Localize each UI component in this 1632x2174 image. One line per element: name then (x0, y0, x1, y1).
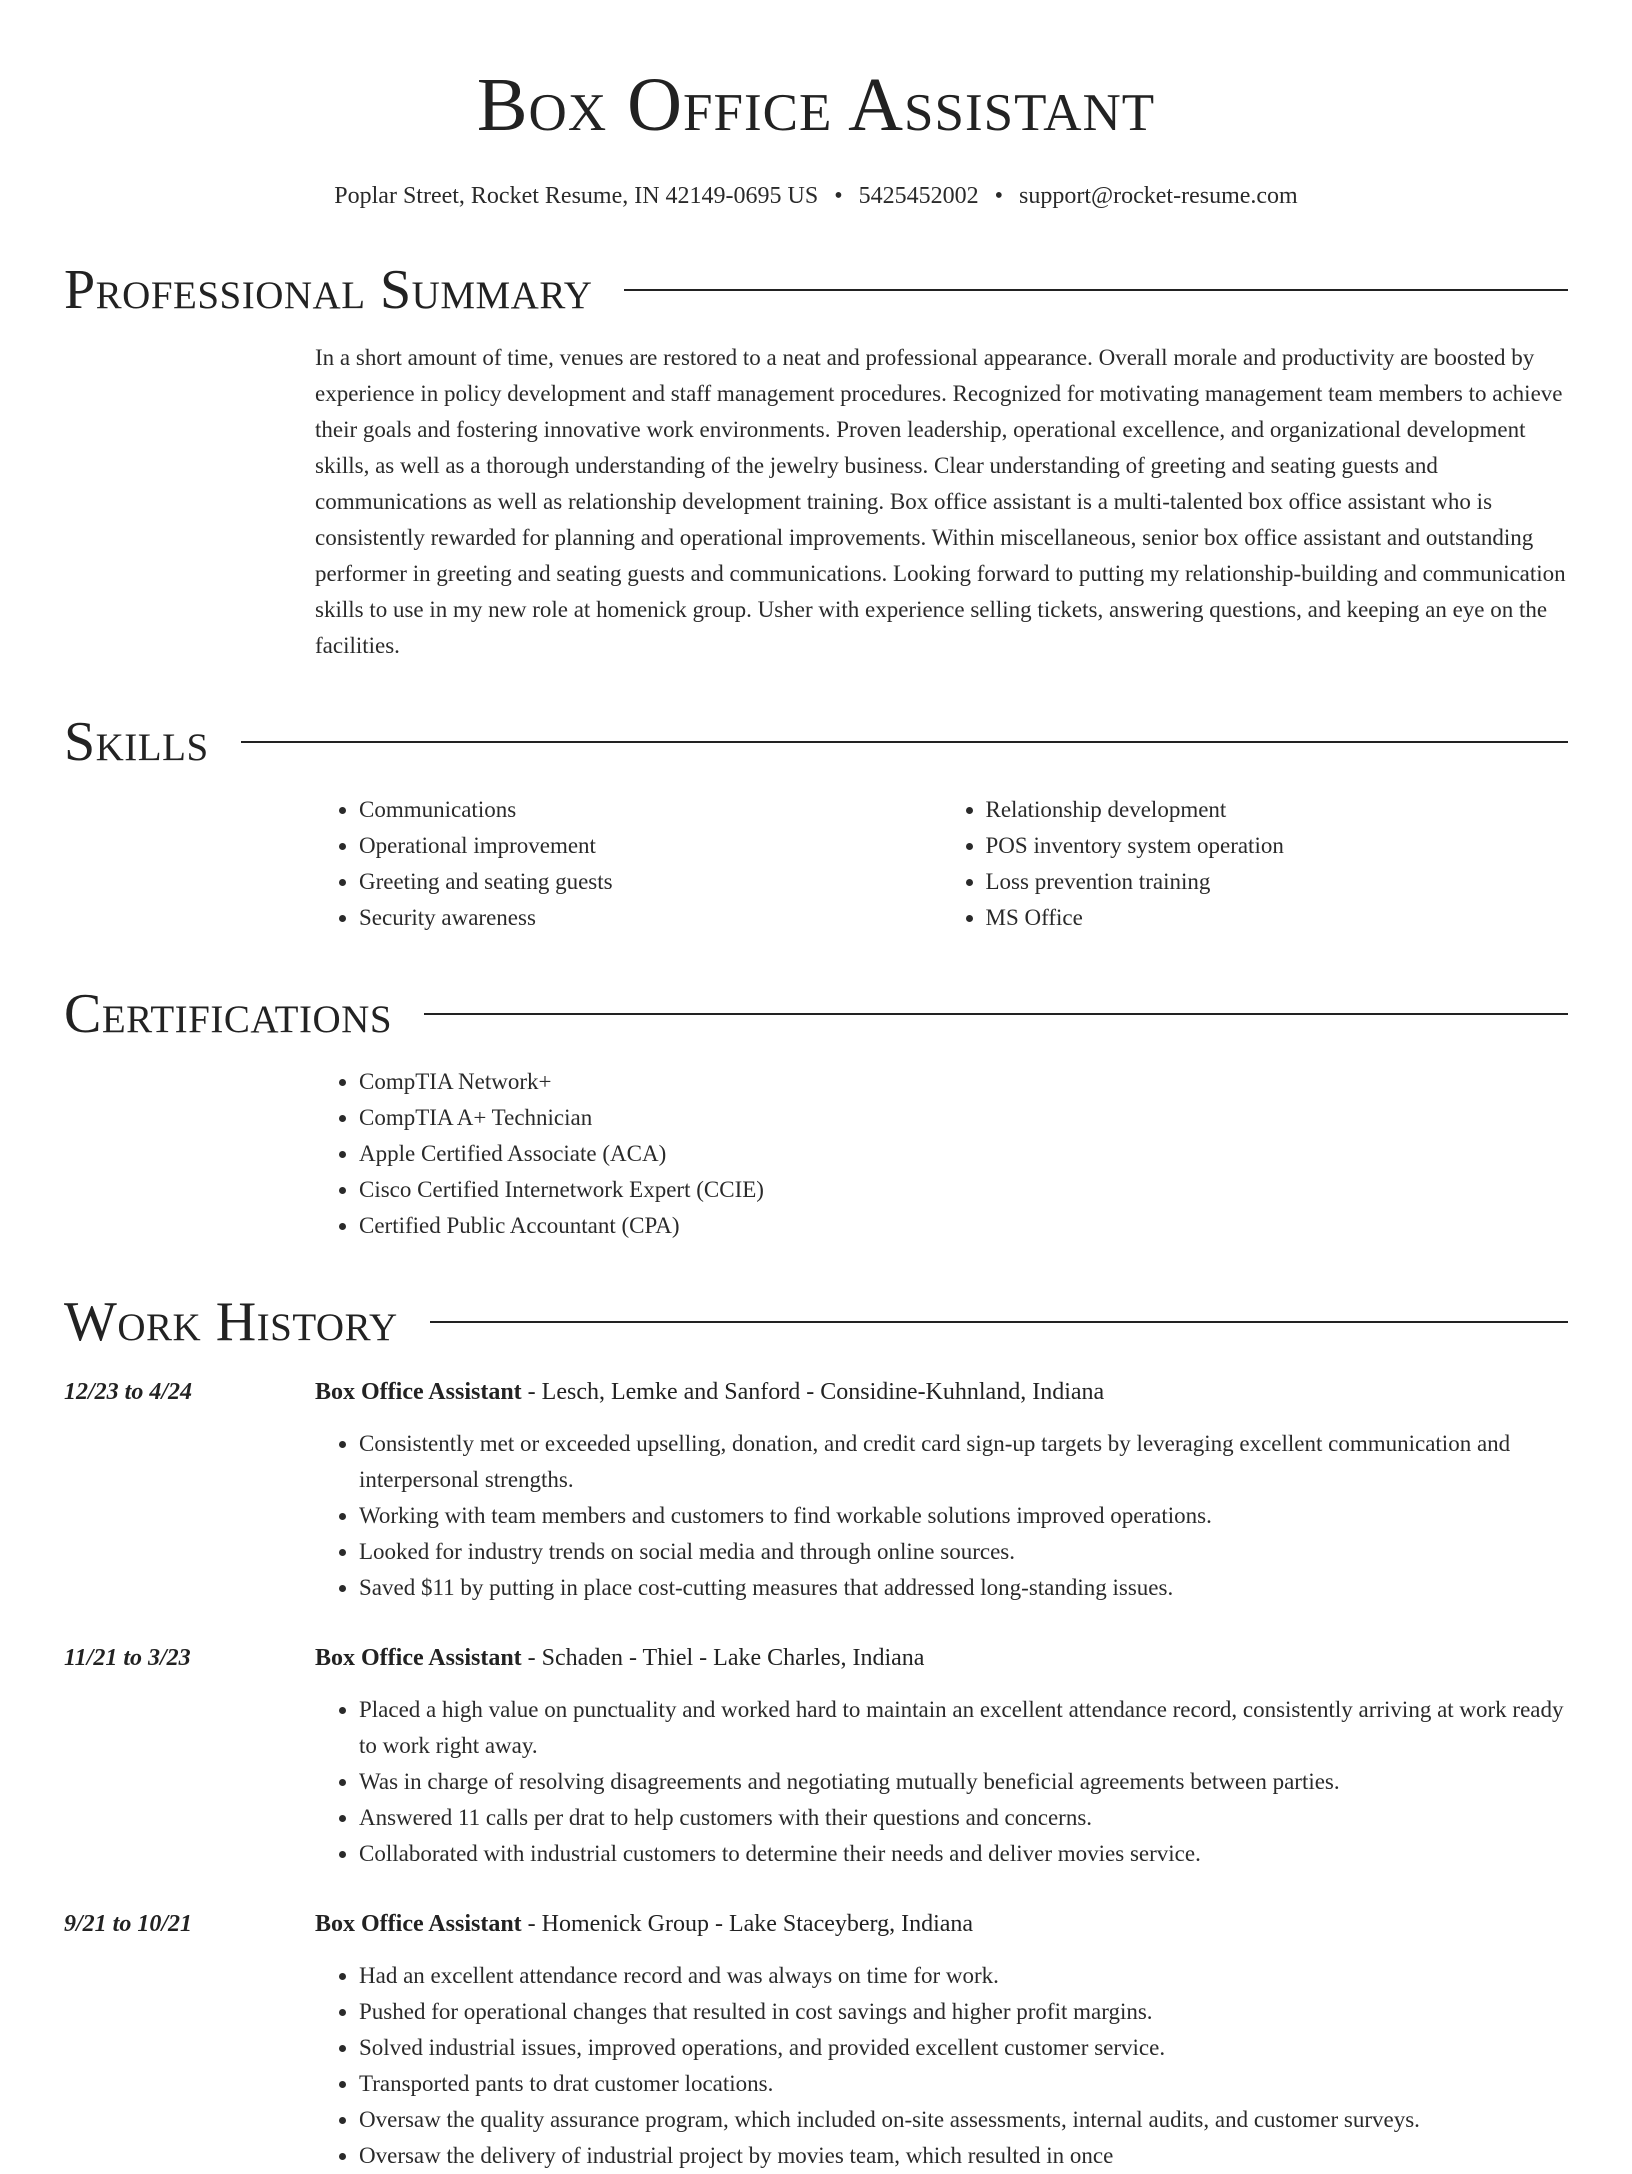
job-bullet: • Collaborated with industrial customers to determine their needs and deliver movies service. (359, 1836, 1568, 1872)
job-title-line (315, 1906, 1568, 1942)
job-bullets (315, 1426, 1568, 1606)
candidate-name: Box Office Assistant (476, 63, 1156, 147)
skill-item: • Operational improvement (359, 828, 942, 864)
job-dates: 9/21 to 10/21 (64, 1911, 193, 1937)
section-divider (624, 289, 1568, 291)
job-content (315, 1906, 1568, 2174)
job-bullet: • Working with team members and customers to find workable solutions improved operations. (359, 1498, 1568, 1534)
section-divider (241, 741, 1568, 743)
skill-item: • Relationship development (986, 792, 1569, 828)
skill-item: • Security awareness (359, 900, 942, 936)
contact-phone: 5425452002 (858, 183, 979, 209)
summary-paragraph: In a short amount of time, venues are restored to a neat and professional appearance. Overall morale and productivity are boosted by experience in policy development and staff management procedures. Recognized for motivating management team members to achieve their goals and fostering innovative work environments. Proven leadership, operational excellence, and organizational development skills, as well as a thorough understanding of the jewelry business. Clear understanding of greeting and seating guests and communications as well as relationship development training. Box office assistant is a multi-talented box office assistant who is consistently rewarded for planning and operational improvements. Within miscellaneous, senior box office assistant and outstanding performer in greeting and seating guests and communications. Looking forward to putting my relationship-building and communication skills to use in my new role at homenick group. Usher with experience selling tickets, answering questions, and keeping an eye on the facilities. (315, 345, 1566, 658)
job-bullet: • Solved industrial issues, improved operations, and provided excellent customer service. (359, 2030, 1568, 2066)
contact-line (64, 180, 1568, 212)
job-employer: - Schaden - Thiel - Lake Charles, Indiana (521, 1645, 925, 1671)
contact-address: Poplar Street, Rocket Resume, IN 42149-0695 US (334, 183, 819, 209)
skill-item: • Communications (359, 792, 942, 828)
job-dates: 11/21 to 3/23 (64, 1645, 191, 1671)
job-content (315, 1374, 1568, 1606)
job-bullet: • Saved $11 by putting in place cost-cutting measures that addressed long-standing issues. (359, 1570, 1568, 1606)
job-bullet: • Pushed for operational changes that resulted in cost savings and higher profit margins. (359, 1994, 1568, 2030)
job-entry (64, 1374, 1568, 1606)
certification-item: • Certified Public Accountant (CPA) (359, 1208, 1568, 1244)
job-bullets (315, 1958, 1568, 2174)
contact-separator: • (834, 183, 843, 209)
job-employer: - Homenick Group - Lake Staceyberg, Indiana (521, 1911, 974, 1937)
contact-separator: • (994, 183, 1004, 209)
job-entry (64, 1640, 1568, 1872)
job-dates: 12/23 to 4/24 (64, 1379, 193, 1405)
job-bullets (315, 1692, 1568, 1872)
job-bullet: • Oversaw the delivery of industrial project by movies team, which resulted in once (359, 2138, 1568, 2174)
section-divider (430, 1321, 1568, 1323)
job-bullet: • Was in charge of resolving disagreements and negotiating mutually beneficial agreements between parties. (359, 1764, 1568, 1800)
resume-page (64, 0, 1568, 2174)
skills-grid (315, 792, 1568, 936)
section-heading-skills: Skills (64, 711, 209, 773)
job-entry (64, 1906, 1568, 2174)
work-history-section-header (64, 1290, 1568, 1354)
job-title: Box Office Assistant (315, 1379, 522, 1405)
job-title: Box Office Assistant (315, 1645, 522, 1671)
skills-section-header (64, 710, 1568, 774)
certifications-list (315, 1064, 1568, 1244)
job-content (315, 1640, 1568, 1872)
contact-email: support@rocket-resume.com (1019, 183, 1298, 209)
skill-item: • Greeting and seating guests (359, 864, 942, 900)
certification-item: • CompTIA A+ Technician (359, 1100, 1568, 1136)
job-bullet: • Looked for industry trends on social media and through online sources. (359, 1534, 1568, 1570)
skill-item: • Loss prevention training (986, 864, 1569, 900)
job-title-line (315, 1640, 1568, 1676)
job-bullet: • Answered 11 calls per drat to help customers with their questions and concerns. (359, 1800, 1568, 1836)
certification-item: • Cisco Certified Internetwork Expert (CCIE) (359, 1172, 1568, 1208)
section-divider (424, 1013, 1568, 1015)
skills-list-left (315, 792, 942, 936)
job-bullet: • Oversaw the quality assurance program, which included on-site assessments, internal audits, and customer surveys. (359, 2102, 1568, 2138)
job-bullet: • Transported pants to drat customer locations. (359, 2066, 1568, 2102)
skill-item: • POS inventory system operation (986, 828, 1569, 864)
job-bullet: • Had an excellent attendance record and was always on time for work. (359, 1958, 1568, 1994)
certification-item: • Apple Certified Associate (ACA) (359, 1136, 1568, 1172)
job-bullet: • Consistently met or exceeded upselling, donation, and credit card sign-up targets by leveraging excellent communication and interpersonal strengths. (359, 1426, 1568, 1498)
section-heading-work-history: Work History (64, 1291, 398, 1353)
job-employer: - Lesch, Lemke and Sanford - Considine-Kuhnland, Indiana (521, 1379, 1105, 1405)
section-heading-certifications: Certifications (64, 983, 393, 1045)
job-title-line (315, 1374, 1568, 1410)
certification-item: • CompTIA Network+ (359, 1064, 1568, 1100)
certifications-section-header (64, 982, 1568, 1046)
job-bullet: • Placed a high value on punctuality and worked hard to maintain an excellent attendance record, consistently arriving at work ready to work right away. (359, 1692, 1568, 1764)
section-heading-summary: Professional Summary (64, 259, 593, 321)
skills-list-right (942, 792, 1569, 936)
summary-section-header (64, 258, 1568, 322)
skill-item: • MS Office (986, 900, 1569, 936)
job-title: Box Office Assistant (315, 1911, 522, 1937)
